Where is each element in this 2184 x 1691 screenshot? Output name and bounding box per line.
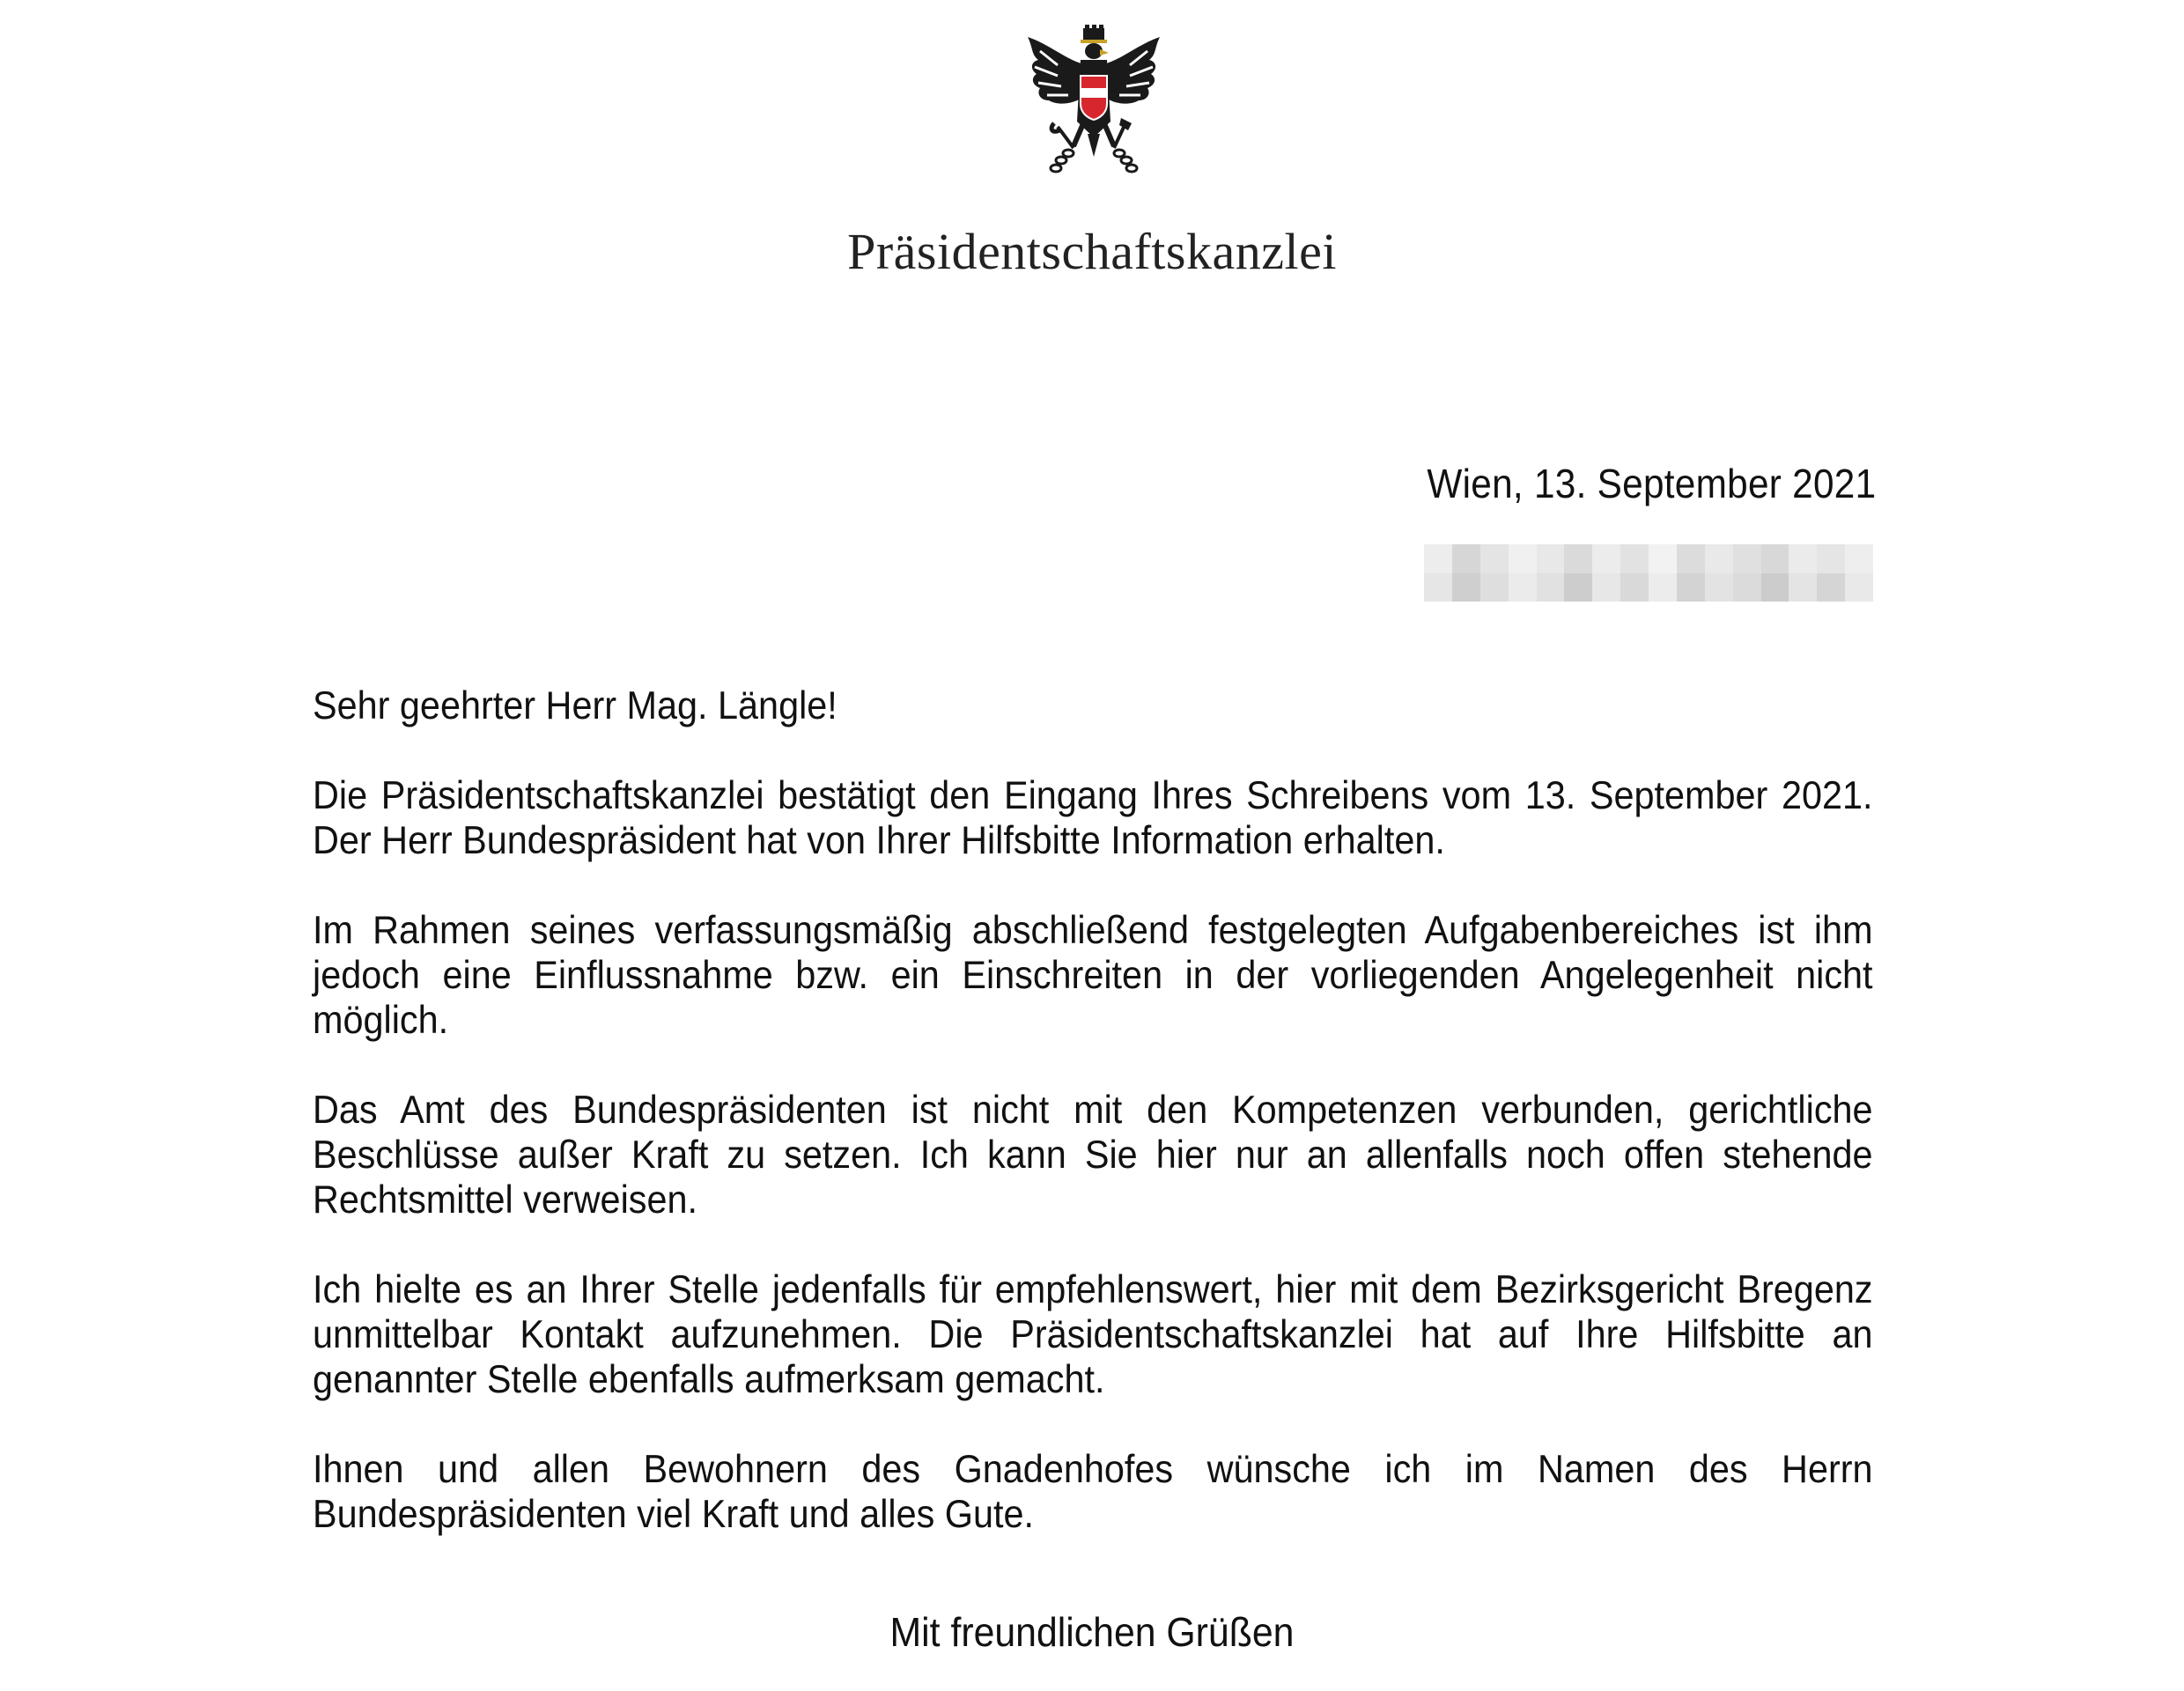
paragraph: Das Amt des Bundespräsidenten ist nicht mit den Kompetenzen verbunden, gerichtliche Beschlüsse außer Kraft zu setzen. Ich kann Sie hier nur an allenfalls noch offen stehende Rechtsmittel verweisen. — [313, 1089, 1873, 1222]
redacted-reference-number — [1424, 544, 1873, 602]
paragraph: Im Rahmen seines verfassungsmäßig abschließend festgelegten Aufgabenbereiches ist ihm jedoch eine Einflussnahme bzw. ein Einschreiten in der vorliegenden Angelegenheit nicht möglich. — [313, 909, 1873, 1042]
salutation: Sehr geehrter Herr Mag. Längle! — [313, 684, 837, 727]
office-name: Präsidentschaftskanzlei — [847, 223, 1337, 280]
paragraph: Ich hielte es an Ihrer Stelle jedenfalls für empfehlenswert, hier mit dem Bezirksgericht Bregenz unmittelbar Kontakt aufzunehmen. Die Präsidentschaftskanzlei hat auf Ihre Hilfsbitte an genannter Stelle ebenfalls aufmerksam gemacht. — [313, 1268, 1873, 1401]
letter-body — [313, 683, 1873, 1582]
austrian-eagle-coat-of-arms-icon — [1022, 25, 1165, 181]
closing-greeting: Mit freundlichen Grüßen — [889, 1609, 1295, 1655]
letter-date: Wien, 13. September 2021 — [1426, 461, 1876, 506]
paragraph: Die Präsidentschaftskanzlei bestätigt den Eingang Ihres Schreibens vom 13. September 2021. Der Herr Bundespräsident hat von Ihrer Hilfsbitte Information erhalten. — [313, 774, 1873, 862]
paragraph: Ihnen und allen Bewohnern des Gnadenhofes wünsche ich im Namen des Herrn Bundespräsidenten viel Kraft und alles Gute. — [313, 1448, 1873, 1536]
